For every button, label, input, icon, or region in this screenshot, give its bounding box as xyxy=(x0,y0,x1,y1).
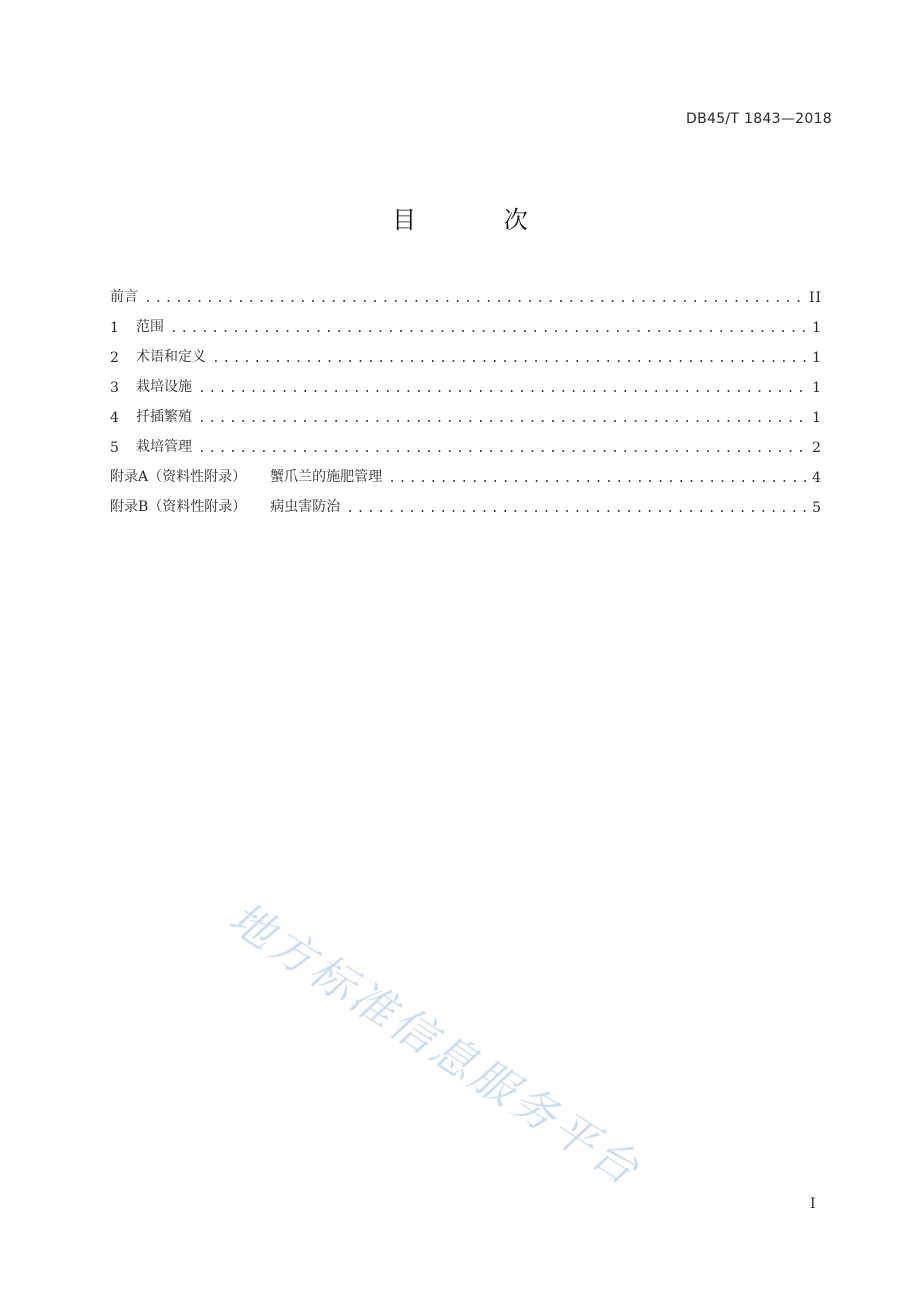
toc-dot-leader xyxy=(198,411,806,426)
toc-entry-page: 1 xyxy=(812,320,822,336)
toc-entry-title: 术语和定义 xyxy=(136,349,206,365)
toc-entry-page: 1 xyxy=(812,350,822,366)
toc-entry-number: 3 xyxy=(110,380,119,396)
page-number: I xyxy=(810,1196,816,1212)
toc-entry-page: 1 xyxy=(812,380,822,396)
toc-dot-leader xyxy=(212,351,806,366)
toc-entry-appendix-label: 附录B（资料性附录） xyxy=(110,499,247,515)
toc-entry-title: 病虫害防治 xyxy=(270,499,341,515)
toc-dot-leader xyxy=(388,471,806,486)
toc-entry-propagation[interactable] xyxy=(110,396,822,426)
toc-entry-scope[interactable] xyxy=(110,306,822,336)
toc-entry-facilities[interactable] xyxy=(110,366,822,396)
toc-dot-leader xyxy=(346,501,806,516)
toc-entry-title: 扦插繁殖 xyxy=(136,409,192,425)
toc-entry-title: 范围 xyxy=(136,319,164,335)
toc-dot-leader xyxy=(170,321,806,336)
toc-entry-number: 5 xyxy=(110,440,119,456)
toc-entry-page: 4 xyxy=(812,470,822,486)
toc-entry-page: 2 xyxy=(812,440,822,456)
toc-entry-appendix-label: 附录A（资料性附录） xyxy=(110,469,247,485)
toc-entry-terms[interactable] xyxy=(110,336,822,366)
toc-entry-title: 前言 xyxy=(110,289,138,305)
toc-dot-leader xyxy=(198,441,806,456)
toc-entry-number: 2 xyxy=(110,350,119,366)
page-title: 目 次 xyxy=(392,206,568,234)
watermark: 地方标准信息服务平台 xyxy=(219,892,650,1197)
toc-entry-title: 蟹爪兰的施肥管理 xyxy=(270,469,383,485)
toc-entry-number: 1 xyxy=(110,320,119,336)
toc-entry-number: 4 xyxy=(110,410,119,426)
toc-entry-title: 栽培管理 xyxy=(136,439,192,455)
toc-entry-page: 5 xyxy=(812,500,822,516)
toc-entry-title: 栽培设施 xyxy=(136,379,192,395)
toc-entry-foreword[interactable] xyxy=(110,276,822,306)
toc-entry-management[interactable] xyxy=(110,426,822,456)
toc-entry-page: II xyxy=(808,290,822,306)
toc-entry-page: 1 xyxy=(812,410,822,426)
toc-entry-appendix-b[interactable] xyxy=(110,486,822,516)
toc-entry-appendix-a[interactable] xyxy=(110,456,822,486)
toc-dot-leader xyxy=(144,291,803,306)
toc-dot-leader xyxy=(198,381,806,396)
table-of-contents xyxy=(110,276,822,516)
standard-number: DB45/T 1843—2018 xyxy=(686,111,832,127)
